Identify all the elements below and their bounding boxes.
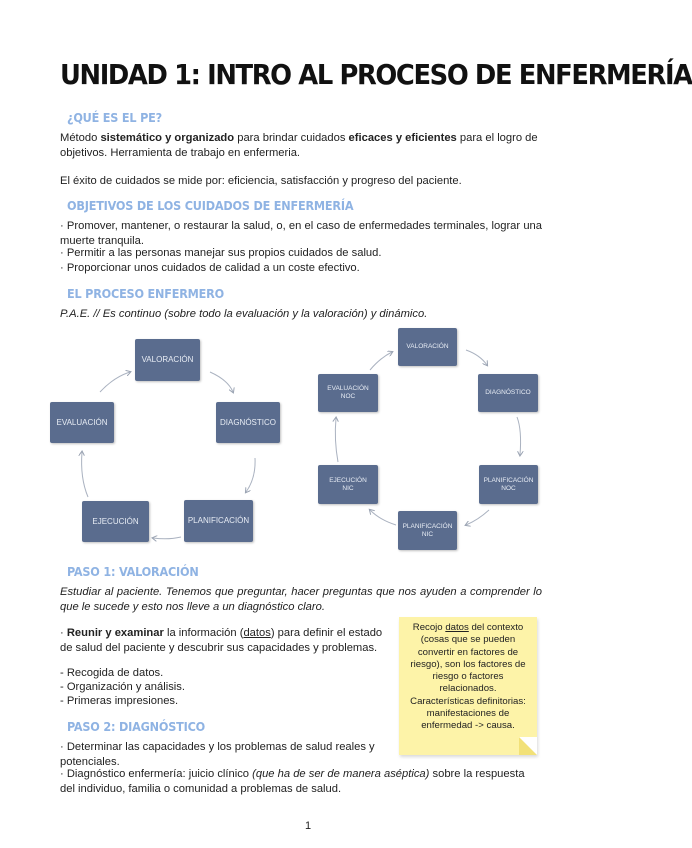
paso1-list-item: - Organización y análisis. (60, 681, 185, 693)
cycle1-step-evaluacion: EVALUACIÓN (50, 402, 114, 443)
paso1-list-item: - Primeras impresiones. (60, 695, 179, 707)
objetivos-item: · Proporcionar unos cuidados de calidad a un coste efectivo. (60, 262, 360, 274)
pe-paragraph-1: Método sistemático y organizado para brindar cuidados eficaces y eficientes para el logro de objetivos. Herramienta de trabajo en enfermeria. (60, 132, 538, 159)
page-number: 1 (305, 820, 312, 832)
page-title: UNIDAD 1: INTRO AL PROCESO DE ENFERMERÍA (60, 58, 692, 91)
section-heading-paso2: PASO 2: DIAGNÓSTICO (67, 719, 205, 734)
note-fold (519, 737, 537, 755)
paso1-intro: Estudiar al paciente. Tenemos que preguntar, hacer preguntas que nos ayuden a comprender lo que le sucede y esto nos lleve a un diagnóstico claro. (60, 586, 542, 613)
sticky-note-text: Recojo datos del contexto (cosas que se pueden convertir en factores de riesgo), son los factores de riesgo o factores relacionados. Características definitorias: manifestaciones de enfermedad -> causa. (410, 622, 526, 732)
paso1-paragraph: · Reunir y examinar la información (datos) para definir el estado de salud del paciente y descubrir sus capacidades y problemas. (60, 627, 383, 654)
pe-paragraph-2: El éxito de cuidados se mide por: eficiencia, satisfacción y progreso del paciente. (60, 175, 462, 187)
section-heading-objetivos: OBJETIVOS DE LOS CUIDADOS DE ENFERMERÍA (67, 198, 354, 213)
cycle1-step-ejecucion: EJECUCIÓN (82, 501, 149, 542)
objetivos-item: · Promover, mantener, o restaurar la salud, o, en el caso de enfermedades terminales, lograr una muerte tranquila. (60, 220, 542, 247)
cycle1-step-planificacion: PLANIFICACIÓN (184, 500, 253, 542)
section-heading-paso1: PASO 1: VALORACIÓN (67, 564, 199, 579)
cycle1-step-diagnostico: DIAGNÓSTICO (216, 402, 280, 443)
cycle2-step-planificacion-noc: PLANIFICACIÓN NOC (479, 465, 538, 504)
paso2-paragraph-2: · Diagnóstico enfermería: juicio clínico (que ha de ser de manera aséptica) sobre la respuesta del individuo, familia o comunidad a problemas de salud. (60, 768, 525, 795)
proceso-intro: P.A.E. // Es continuo (sobre todo la evaluación y la valoración) y dinámico. (60, 308, 428, 320)
cycle1-step-valoracion: VALORACIÓN (135, 339, 200, 381)
section-heading-proceso: EL PROCESO ENFERMERO (67, 286, 224, 301)
cycle2-step-diagnostico: DIAGNÓSTICO (478, 374, 538, 412)
paso1-list-item: - Recogida de datos. (60, 667, 164, 679)
cycle2-step-valoracion: VALORACIÓN (398, 328, 457, 366)
cycle2-step-ejecucion-nic: EJECUCIÓN NIC (318, 465, 378, 504)
paso2-paragraph-1: · Determinar las capacidades y los problemas de salud reales y potenciales. (60, 741, 375, 768)
cycle2-step-evaluacion-noc: EVALUACIÓN NOC (318, 374, 378, 412)
section-heading-pe: ¿QUÉ ES EL PE? (67, 110, 162, 125)
cycle2-step-planificacion-nic: PLANIFICACIÓN NIC (398, 511, 457, 550)
sticky-note (399, 617, 537, 755)
objetivos-item: · Permitir a las personas manejar sus propios cuidados de salud. (60, 247, 382, 259)
